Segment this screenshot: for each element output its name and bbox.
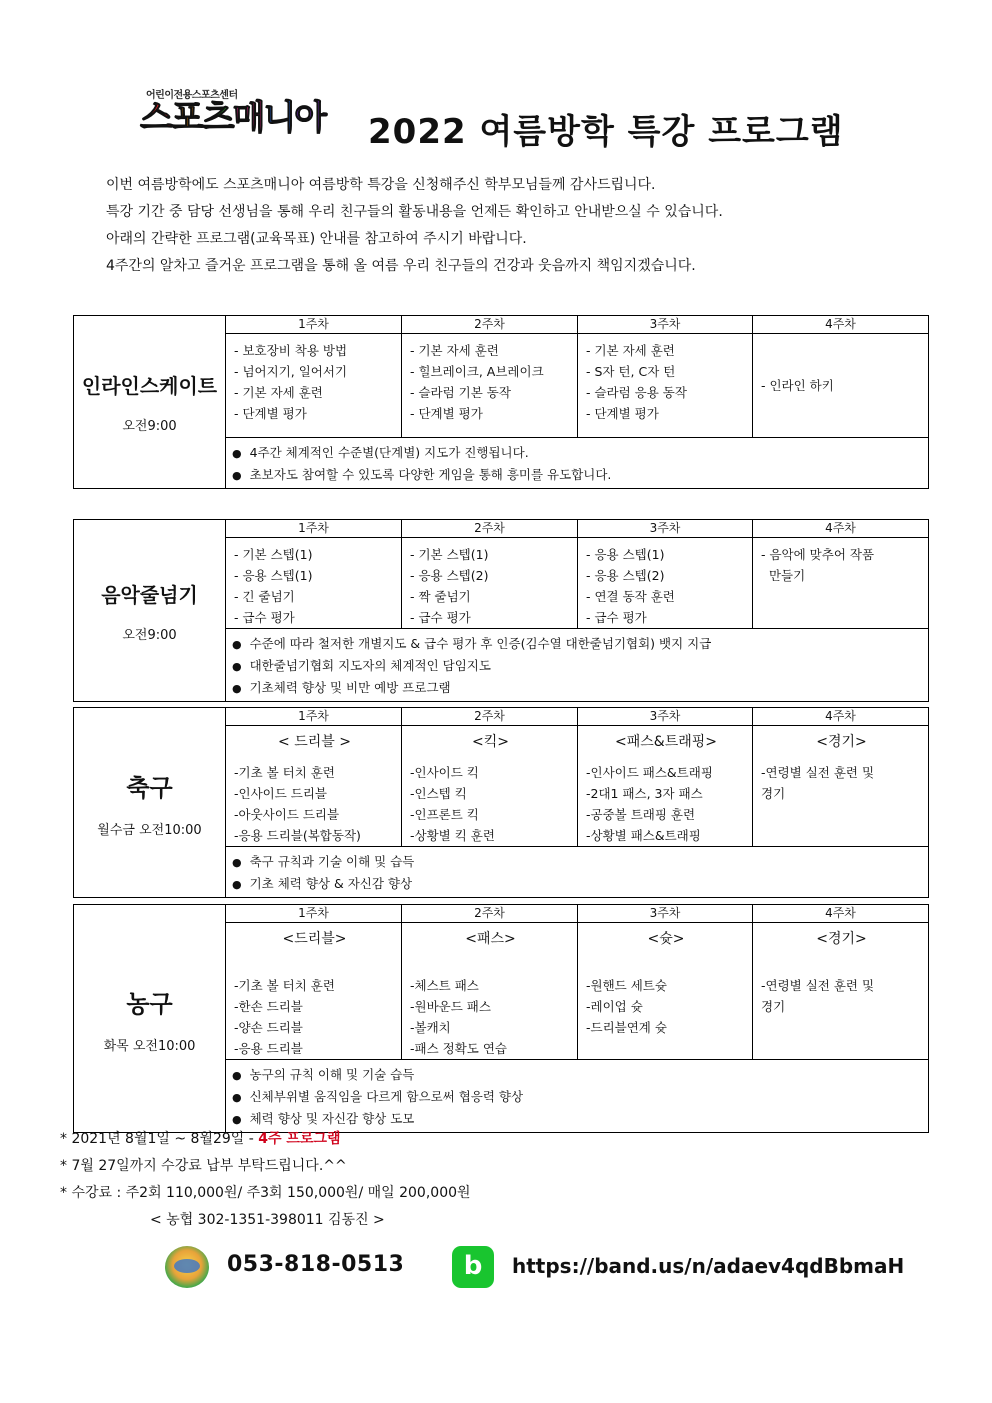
program-notes [226,438,929,489]
activity-line: -응용 드리블(복합동작) [234,828,361,843]
subject-time: 오전9:00 [122,419,177,434]
week-content-cell [226,726,402,847]
week-topic: <경기> [816,931,867,947]
logo-subtitle: 어린이전용스포츠센터 [146,90,238,101]
week-header: 4주차 [753,708,929,726]
program-table [73,315,929,489]
week-topic: <킥> [472,734,509,750]
week-header: 3주차 [578,316,753,334]
subject-name: 음악줄넘기 [101,582,198,607]
activity-line: - 넘어지기, 일어서기 [234,364,348,379]
activity-line: -양손 드리블 [234,1020,303,1035]
contact-bar [165,1246,905,1288]
week-topic: <슛> [647,931,685,947]
activity-line: -볼캐치 [410,1020,451,1035]
activity-line: -아웃사이드 드리블 [234,807,340,822]
note-bullet: ● 기초 체력 향상 & 자신감 향상 [232,873,922,895]
activity-line: -인사이드 패스&트래핑 [586,765,713,780]
activity-line: -레이업 슛 [586,999,643,1014]
activity-line: 경기 [761,786,786,801]
activity-line: - 기본 자세 훈련 [586,343,675,358]
week-topic: <패스&트래핑> [615,734,717,750]
fee-line: * 수강료 : 주2회 110,000원/ 주3회 150,000원/ 매일 200,000원 [60,1185,471,1201]
activity-line: 만들기 [761,568,806,583]
week-topic: <드리블> [282,931,347,947]
week-topic: <패스> [465,931,516,947]
logo-letter: 스 [140,98,171,138]
week-header: 2주차 [402,316,578,334]
intro-line: 4주간의 알차고 즐거운 프로그램을 통해 올 여름 우리 친구들의 건강과 웃음까지 책임지겠습니다. [106,258,696,274]
activity-line: - 급수 평가 [234,610,295,625]
subject-name: 인라인스케이트 [81,374,218,398]
week-header: 2주차 [402,520,578,538]
note-bullet: ● 수준에 따라 철저한 개별지도 & 급수 평가 후 인증(김수열 대한줄넘기협회) 뱃지 지급 [232,633,922,655]
activity-line: -인사이드 드리블 [234,786,328,801]
subject-cell [74,905,226,1133]
intro-line: 아래의 간략한 프로그램(교육목표) 안내를 참고하여 주시기 바랍니다. [106,231,527,247]
phone-number: 053-818-0513 [227,1252,405,1277]
subject-cell [74,520,226,702]
band-app-icon: b [452,1246,494,1288]
week-content-cell [226,334,402,438]
week-header: 1주차 [226,708,402,726]
note-bullet: ● 체력 향상 및 자신감 향상 도모 [232,1108,922,1130]
logo [140,86,350,146]
logo-letter: 포 [170,98,202,138]
week-header: 4주차 [753,316,929,334]
period-line: * 2021년 8월1일 ~ 8월29일 - 4주 프로그램 [60,1131,341,1147]
note-bullet: ● 신체부위별 움직임을 다르게 함으로써 협응력 향상 [232,1086,922,1108]
activity-line: -원핸드 세트슛 [586,978,667,993]
subject-name: 농구 [126,989,173,1018]
payment-line: * 7월 27일까지 수강료 납부 부탁드립니다.^^ [60,1158,347,1174]
week-content-cell [402,726,578,847]
activity-line: - 단계별 평가 [234,406,307,421]
activity-line: -드리블연계 슛 [586,1020,667,1035]
note-bullet: ● 초보자도 참여할 수 있도록 다양한 게임을 통해 흥미를 유도합니다. [232,464,922,486]
sportsmania-badge-icon [165,1246,209,1288]
period-highlight: 4주 프로그램 [258,1131,341,1147]
activity-line: - 슬라럼 기본 동작 [410,385,511,400]
band-url-link[interactable]: https://band.us/n/adaev4qdBbmaH [512,1254,905,1278]
intro-paragraph [106,172,946,280]
program-table [73,519,929,702]
activity-line: -2대1 패스, 3자 패스 [586,786,703,801]
activity-line: - 보호장비 착용 방법 [234,343,348,358]
week-header: 4주차 [753,905,929,923]
activity-line: - 급수 평가 [586,610,647,625]
activity-line: - 음악에 맞추어 작품 [761,547,875,562]
week-content-cell [402,923,578,1060]
week-header: 1주차 [226,905,402,923]
week-topic: < 드리블 > [278,734,351,750]
subject-cell [74,708,226,898]
program-notes [226,1060,929,1133]
activity-line: - 기본 자세 훈련 [410,343,499,358]
note-bullet: ● 축구 규칙과 기술 이해 및 습득 [232,851,922,873]
week-header: 2주차 [402,905,578,923]
activity-line: -한손 드리블 [234,999,303,1014]
week-content-cell [753,923,929,1060]
subject-cell [74,316,226,489]
activity-line: - 인라인 하키 [761,378,834,393]
note-bullet: ● 대한줄넘기협회 지도자의 체계적인 담임지도 [232,655,922,677]
activity-line: - 연결 동작 훈련 [586,589,675,604]
activity-line: -원바운드 패스 [410,999,491,1014]
program-notes [226,629,929,702]
activity-line: - S자 턴, C자 턴 [586,364,676,379]
logo-wordmark [140,98,325,138]
activity-line: - 응용 스텝(1) [586,547,665,562]
note-bullet: ● 농구의 규칙 이해 및 기술 습득 [232,1064,922,1086]
week-content-cell [402,334,578,438]
activity-line: -상황별 패스&트래핑 [586,828,701,843]
week-header: 1주차 [226,316,402,334]
activity-line: - 응용 스텝(2) [586,568,665,583]
activity-line: - 기본 스텝(1) [234,547,313,562]
program-table [73,707,929,898]
activity-line: -응용 드리블 [234,1041,303,1056]
note-bullet: ● 기초체력 향상 및 비만 예방 프로그램 [232,677,922,699]
activity-line: - 응용 스텝(1) [234,568,313,583]
activity-line: - 단계별 평가 [586,406,659,421]
week-content-cell [578,923,753,1060]
week-header: 2주차 [402,708,578,726]
activity-line: -인사이드 킥 [410,765,479,780]
activity-line: 경기 [761,999,786,1014]
logo-letter: 매 [232,98,264,138]
activity-line: -체스트 패스 [410,978,479,993]
activity-line: - 슬라럼 응용 동작 [586,385,687,400]
footer-info [60,1126,471,1234]
activity-line: - 기본 자세 훈련 [234,385,323,400]
week-content-cell [402,538,578,629]
subject-time: 월수금 오전10:00 [97,822,202,838]
activity-line: -기초 볼 터치 훈련 [234,978,335,993]
week-header: 3주차 [578,520,753,538]
activity-line: - 힐브레이크, A브레이크 [410,364,544,379]
week-content-cell [578,538,753,629]
activity-line: - 급수 평가 [410,610,471,625]
week-content-cell [753,334,929,438]
activity-line: - 응용 스텝(2) [410,568,489,583]
week-content-cell [753,726,929,847]
activity-line: -공중볼 트래핑 훈련 [586,807,696,822]
account-line: < 농협 302-1351-398011 김동진 > [150,1212,385,1228]
subject-name: 축구 [126,773,173,802]
logo-letter: 아 [294,98,326,138]
activity-line: - 기본 스텝(1) [410,547,489,562]
week-content-cell [578,334,753,438]
week-content-cell [226,923,402,1060]
week-topic: <경기> [816,734,867,750]
week-header: 3주차 [578,905,753,923]
intro-line: 이번 여름방학에도 스포츠매니아 여름방학 특강을 신청해주신 학부모님들께 감사드립니다. [106,177,656,193]
logo-letter: 츠 [201,98,233,138]
activity-line: - 짝 줄넘기 [410,589,471,604]
subject-time: 오전9:00 [122,627,177,643]
activity-line: -상황별 킥 훈련 [410,828,495,843]
activity-line: -기초 볼 터치 훈련 [234,765,335,780]
week-content-cell [578,726,753,847]
logo-letter: 니 [263,98,295,138]
activity-line: -연령별 실전 훈련 및 [761,765,875,780]
intro-line: 특강 기간 중 담당 선생님을 통해 우리 친구들의 활동내용을 언제든 확인하고 안내받으실 수 있습니다. [106,204,723,220]
week-content-cell [226,538,402,629]
activity-line: -패스 정확도 연습 [410,1041,507,1056]
activity-line: - 긴 줄넘기 [234,589,295,604]
note-bullet: ● 4주간 체계적인 수준별(단계별) 지도가 진행됩니다. [232,442,922,464]
week-header: 3주차 [578,708,753,726]
activity-line: -인스텝 킥 [410,786,467,801]
activity-line: -연령별 실전 훈련 및 [761,978,875,993]
week-header: 4주차 [753,520,929,538]
activity-line: -인프론트 킥 [410,807,479,822]
week-content-cell [753,538,929,629]
page-title: 2022 여름방학 특강 프로그램 [368,112,844,152]
subject-time: 화목 오전10:00 [103,1038,196,1054]
activity-line: - 단계별 평가 [410,406,483,421]
week-header: 1주차 [226,520,402,538]
program-table [73,904,929,1133]
program-notes [226,847,929,898]
